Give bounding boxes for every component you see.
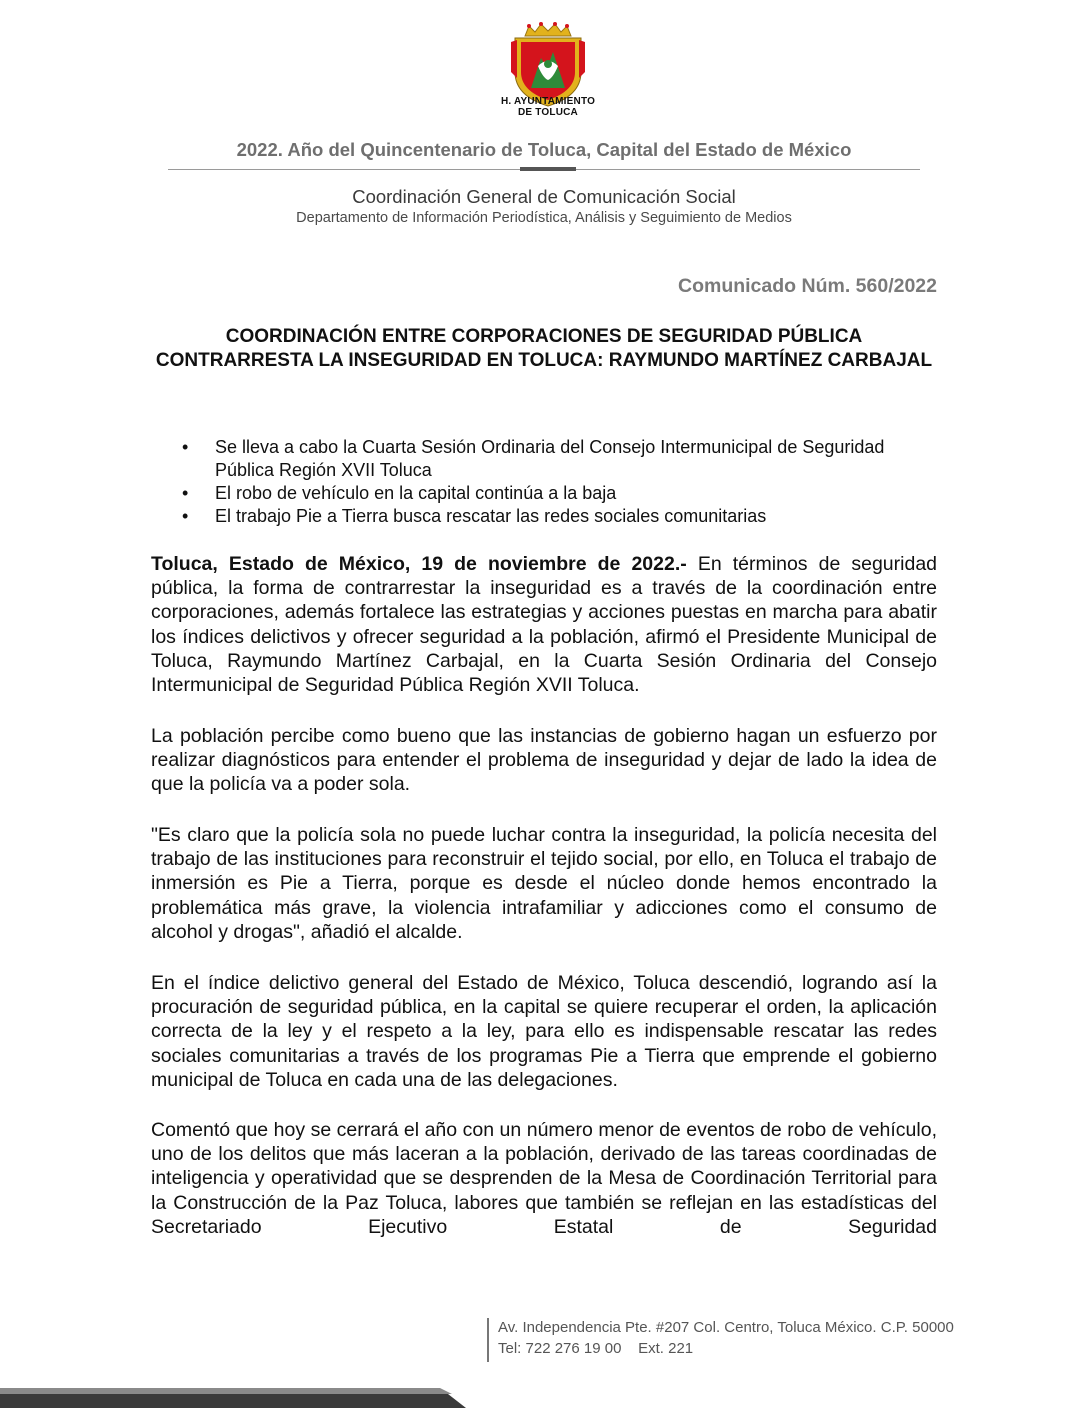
bullet-text: Se lleva a cabo la Cuarta Sesión Ordinaria del Consejo Intermunicipal de Seguridad Pública Región XVII Toluca [215, 437, 885, 480]
logo-caption-line1: H. AYUNTAMIENTO [500, 96, 596, 107]
body-paragraph-2: La población percibe como bueno que las instancias de gobierno hagan un esfuerzo por realizar diagnósticos para entender el problema de inseguridad y dejar de lado la idea de que la policía va a poder sola. [151, 725, 937, 796]
release-number: Comunicado Núm. 560/2022 [677, 275, 937, 297]
logo-caption-line2: DE TOLUCA [518, 107, 578, 118]
headline: COORDINACIÓN ENTRE CORPORACIONES DE SEGURIDAD PÚBLICA CONTRARRESTA LA INSEGURIDAD EN TOLUCA: RAYMUNDO MARTÍNEZ CARBAJAL [155, 326, 933, 371]
footer-divider [487, 1318, 489, 1362]
coordination-title: Coordinación General de Comunicación Social [352, 186, 736, 207]
footer-address: Av. Independencia Pte. #207 Col. Centro, Toluca México. C.P. 50000 [498, 1319, 954, 1336]
year-motto: 2022. Año del Quincentenario de Toluca, Capital del Estado de México [236, 139, 852, 160]
list-item [180, 505, 920, 528]
footer-phone: Tel: 722 276 19 00 Ext. 221 [498, 1340, 694, 1357]
body-paragraph-3: "Es claro que la policía sola no puede luchar contra la inseguridad, la policía necesita del trabajo de las instituciones para reconstruir el tejido social, por ello, en Toluca el trabajo de inmersión es Pie a Tierra, porque es desde el núcleo donde hemos encontrado la problemática más grave, la violencia intrafamiliar y adicciones como el consumo de alcohol y drogas", añadió el alcalde. [151, 824, 937, 943]
bullet-text: El trabajo Pie a Tierra busca rescatar las redes sociales comunitarias [215, 506, 767, 526]
list-item [180, 482, 920, 505]
body-paragraph-4: En el índice delictivo general del Estado de México, Toluca descendió, logrando así la procuración de seguridad pública, en la capital se quiere recuperar el orden, la aplicación correcta de la ley y el respeto a la ley, para ello es indispensable rescatar las redes sociales comunitarias a través de los programas Pie a Tierra que emprende el gobierno municipal de Toluca en cada una de las delegaciones. [151, 972, 937, 1091]
list-item [180, 436, 920, 482]
header-divider-accent [520, 167, 576, 171]
bullet-marker: • [182, 483, 189, 503]
bullet-text: El robo de vehículo en la capital continúa a la baja [215, 483, 617, 503]
dateline: Toluca, Estado de México, 19 de noviembre de 2022.- [151, 553, 687, 575]
bottom-decorative-stripe [0, 1388, 1088, 1408]
bullet-marker: • [182, 437, 189, 457]
summary-bullets [180, 436, 920, 528]
coordination-subtitle: Departamento de Información Periodística, Análisis y Seguimiento de Medios [296, 210, 792, 226]
body-paragraph-1 [151, 552, 937, 697]
bullet-marker: • [182, 506, 189, 526]
paragraph-1-text: En términos de seguridad pública, la forma de contrarrestar la inseguridad es a través de la coordinación entre corporaciones, además fortalece las estrategias y acciones puestas en marcha para abatir los índices delictivos y ofrecer seguridad a la población, afirmó el Presidente Municipal de Toluca, Raymundo Martínez Carbajal, en la Cuarta Sesión Ordinaria del Consejo Intermunicipal de Seguridad Pública Región XVII Toluca. [151, 553, 938, 697]
body-paragraph-5: Comentó que hoy se cerrará el año con un número menor de eventos de robo de vehículo, uno de los delitos que más laceran a la población, derivado de las tareas coordinadas de inteligencia y operatividad que se desprenden de la Mesa de Coordinación Territorial para la Construcción de la Paz Toluca, labores que también se reflejan en las estadísticas del Secretariado Ejecutivo Estatal de Seguridad [151, 1119, 937, 1238]
